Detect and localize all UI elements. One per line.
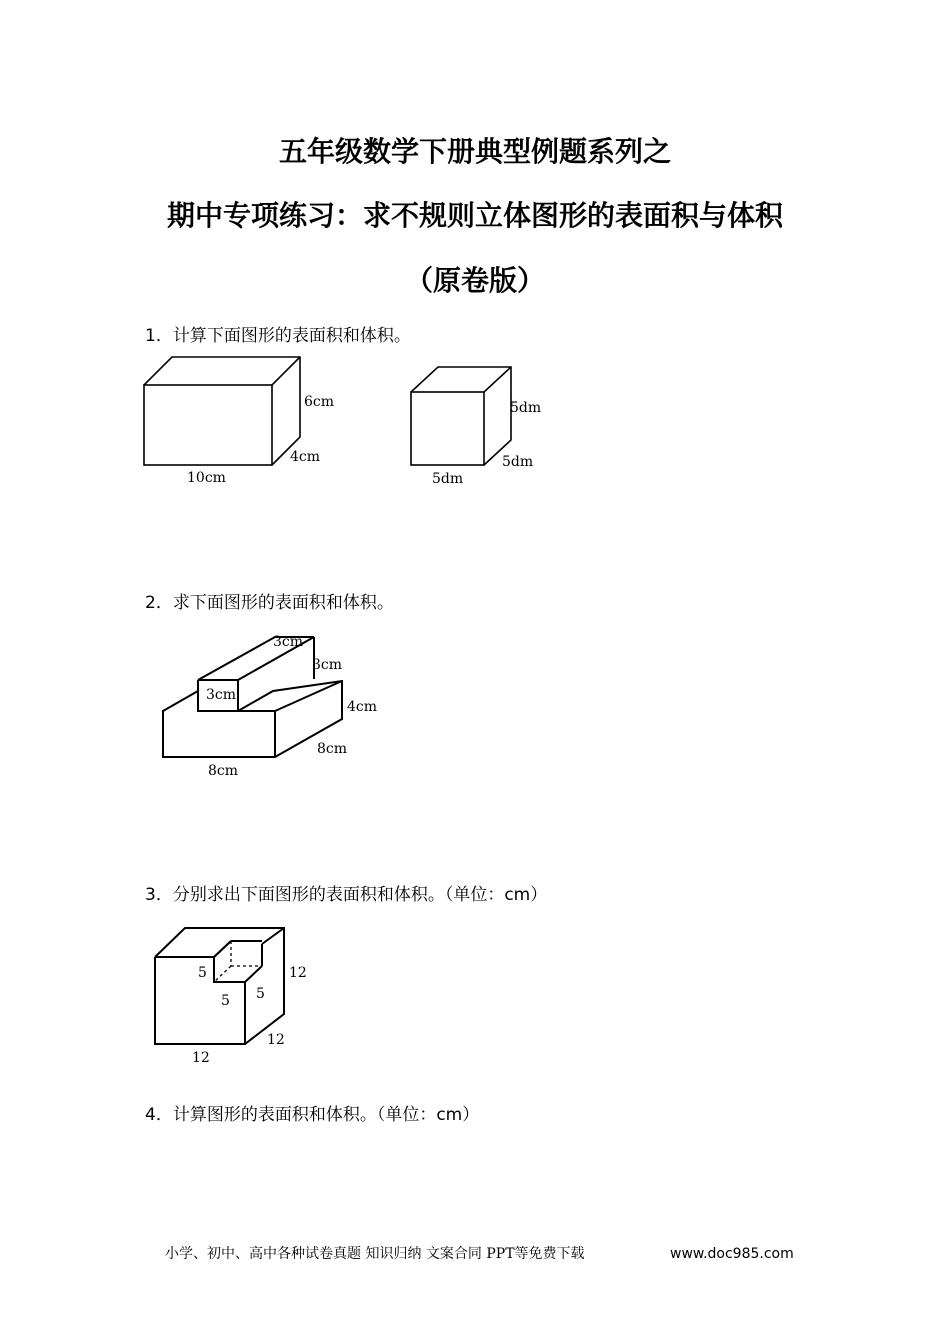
title-line-2: 期中专项练习：求不规则立体图形的表面积与体积 — [166, 199, 783, 232]
cuboid-depth-label: 4cm — [290, 449, 321, 465]
title-line-3: （原卷版） — [404, 264, 545, 297]
figure-q1 — [140, 352, 560, 492]
steps-length-label: 8cm — [208, 763, 239, 779]
cut-height-label: 5 — [198, 965, 207, 981]
cuboid-height-label: 6cm — [304, 394, 335, 410]
figure-q2 — [155, 625, 415, 785]
cube-depth-label: 5dm — [502, 454, 534, 470]
footer-website-link[interactable]: www.doc985.com — [670, 1246, 794, 1262]
steps-height-label: 4cm — [347, 699, 378, 715]
steps-step-label: 3cm — [206, 687, 237, 703]
title-line-1: 五年级数学下册典型例题系列之 — [278, 135, 671, 168]
question-2: 2．求下面图形的表面积和体积。 — [145, 593, 394, 613]
steps-drawing — [163, 637, 342, 757]
steps-depth-label: 8cm — [317, 741, 348, 757]
footer-text: 小学、初中、高中各种试卷真题 知识归纳 文案合同 PPT等免费下载 — [165, 1246, 585, 1262]
cut-depth-label: 5 — [256, 986, 265, 1002]
cube-length-label: 12 — [192, 1050, 210, 1066]
cuboid-length-label: 10cm — [187, 470, 226, 486]
steps-top-depth-label: 3cm — [312, 657, 343, 673]
hidden-edges — [214, 941, 262, 982]
question-1: 1．计算下面图形的表面积和体积。 — [145, 326, 411, 346]
cuboid-drawing — [144, 357, 300, 465]
cube-height-label: 12 — [289, 965, 307, 981]
question-3: 3．分别求出下面图形的表面积和体积。（单位：cm） — [145, 885, 548, 905]
cut-width-label: 5 — [221, 993, 230, 1009]
question-4: 4．计算图形的表面积和体积。（单位：cm） — [145, 1105, 480, 1125]
figure-q3 — [148, 920, 328, 1070]
cube-drawing — [411, 367, 511, 465]
cube-height-label: 5dm — [510, 400, 542, 416]
cube-length-label: 5dm — [432, 471, 464, 487]
steps-top-width-label: 3cm — [273, 634, 304, 650]
cube-depth-label: 12 — [267, 1032, 285, 1048]
